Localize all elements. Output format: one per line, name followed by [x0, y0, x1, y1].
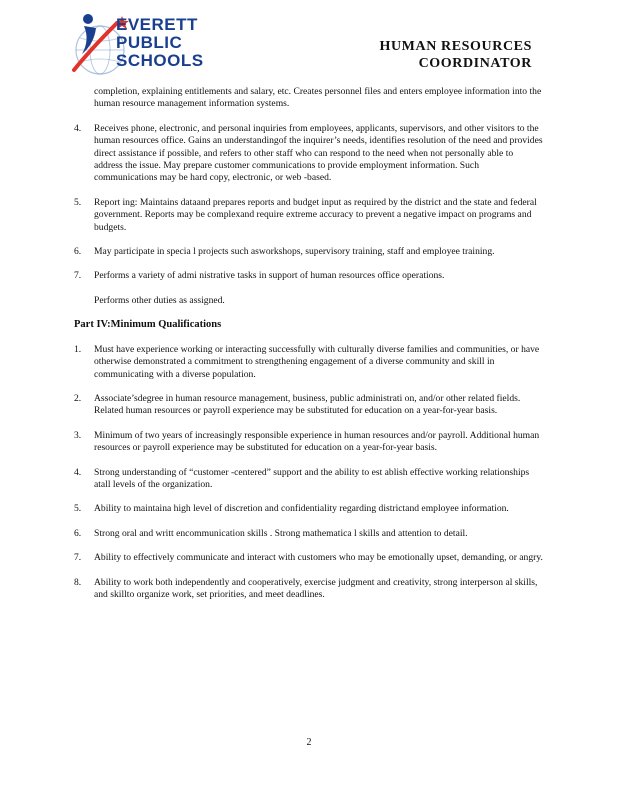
document-body [74, 86, 544, 613]
item-text: Receives phone, electronic, and personal inquiries from employees, applicants, supervisors, and other visitors to the human resources office. Gains an understandingof the inquirer’s needs, identifies resolution of the need and provides direct assistance if possible, and refers to other staff who can respond to the need when not personally able to address the issue. May prepare customer communications to provide employment information. Such communications may be hard copy, electronic, or web -based. [94, 122, 543, 184]
job-title [379, 38, 532, 72]
page-number: 2 [306, 737, 312, 748]
item-number: 8. [74, 576, 82, 588]
item-number: 6. [74, 527, 82, 539]
item-text: Strong oral and writt encommunication skills . Strong mathematica l skills and attention to detail. [94, 527, 468, 539]
duty-item [74, 123, 544, 185]
job-title-line-1: HUMAN RESOURCES [379, 39, 532, 54]
section-heading: Part IV:Minimum Qualifications [74, 319, 222, 331]
item-text: Ability to work both independently and cooperatively, exercise judgment and creativity, strong interperson al skills, and skillto organize work, set priorities, and meet deadlines. [94, 576, 538, 600]
item-number: 2. [74, 392, 82, 404]
school-district-logo [70, 10, 240, 80]
qualification-item [74, 552, 544, 564]
qualification-item [74, 344, 544, 381]
qualification-item [74, 393, 544, 418]
logo-line: EVERETT [116, 15, 198, 34]
item-number: 5. [74, 503, 82, 515]
qualification-item [74, 503, 544, 515]
item-number: 3. [74, 429, 82, 441]
other-duties: Performs other duties as assigned. [94, 294, 225, 306]
duty-item [74, 270, 544, 282]
item-text: Associate’sdegree in human resource management, business, public administrati on, and/or other related fields. Related human resources or payroll experience may be substituted for education on a year-for-year basis. [94, 392, 521, 417]
item-text: Performs a variety of admi nistrative tasks in support of human resources office operations. [94, 270, 445, 282]
item-number: 4. [74, 466, 82, 478]
item-text: Ability to effectively communicate and interact with customers who may be emotionally upset, demanding, or angry. [94, 552, 543, 564]
item-text: May participate in specia l projects such asworkshops, supervisory training, staff and employee training. [94, 246, 495, 258]
item-text: Strong understanding of “customer -centered” support and the ability to est ablish effective working relationships atall levels of the organization. [94, 466, 530, 490]
continuation-paragraph: completion, explaining entitlements and salary, etc. Creates personnel files and enters employee information into the human resource management information systems. [94, 86, 542, 110]
item-number: 7. [74, 270, 82, 282]
item-text: Must have experience working or interacting successfully with culturally diverse families and communities, or have otherwise demonstrated a commitment to strengthening engagement of a diverse community and skill in communicating with a diverse population. [94, 343, 540, 380]
item-number: 6. [74, 246, 82, 258]
duty-item [74, 197, 544, 234]
logo-line: PUBLIC [116, 33, 183, 52]
duties-list [74, 123, 544, 283]
qualification-item [74, 467, 544, 492]
logo-line: SCHOOLS [116, 51, 204, 70]
qualifications-list [74, 344, 544, 602]
job-title-line-2: COORDINATOR [418, 56, 532, 71]
item-number: 1. [74, 343, 82, 355]
qualification-item [74, 577, 544, 602]
item-number: 4. [74, 122, 82, 134]
logo-wordmark [116, 16, 204, 70]
item-text: Minimum of two years of increasingly responsible experience in human resources and/or payroll. Additional human resources or payroll experience may be substituted for education on a year-for-year basis. [94, 429, 540, 454]
item-text: Report ing: Maintains dataand prepares reports and budget input as required by the district and the state and federal government. Reports may be complexand require extreme accuracy to prevent a negative impact on programs and budgets. [94, 196, 537, 233]
item-text: Ability to maintaina high level of discretion and confidentiality regarding districtand employee information. [94, 503, 509, 515]
item-number: 7. [74, 552, 82, 564]
duty-item [74, 246, 544, 258]
qualification-item [74, 430, 544, 455]
item-number: 5. [74, 196, 82, 208]
qualification-item [74, 528, 544, 540]
